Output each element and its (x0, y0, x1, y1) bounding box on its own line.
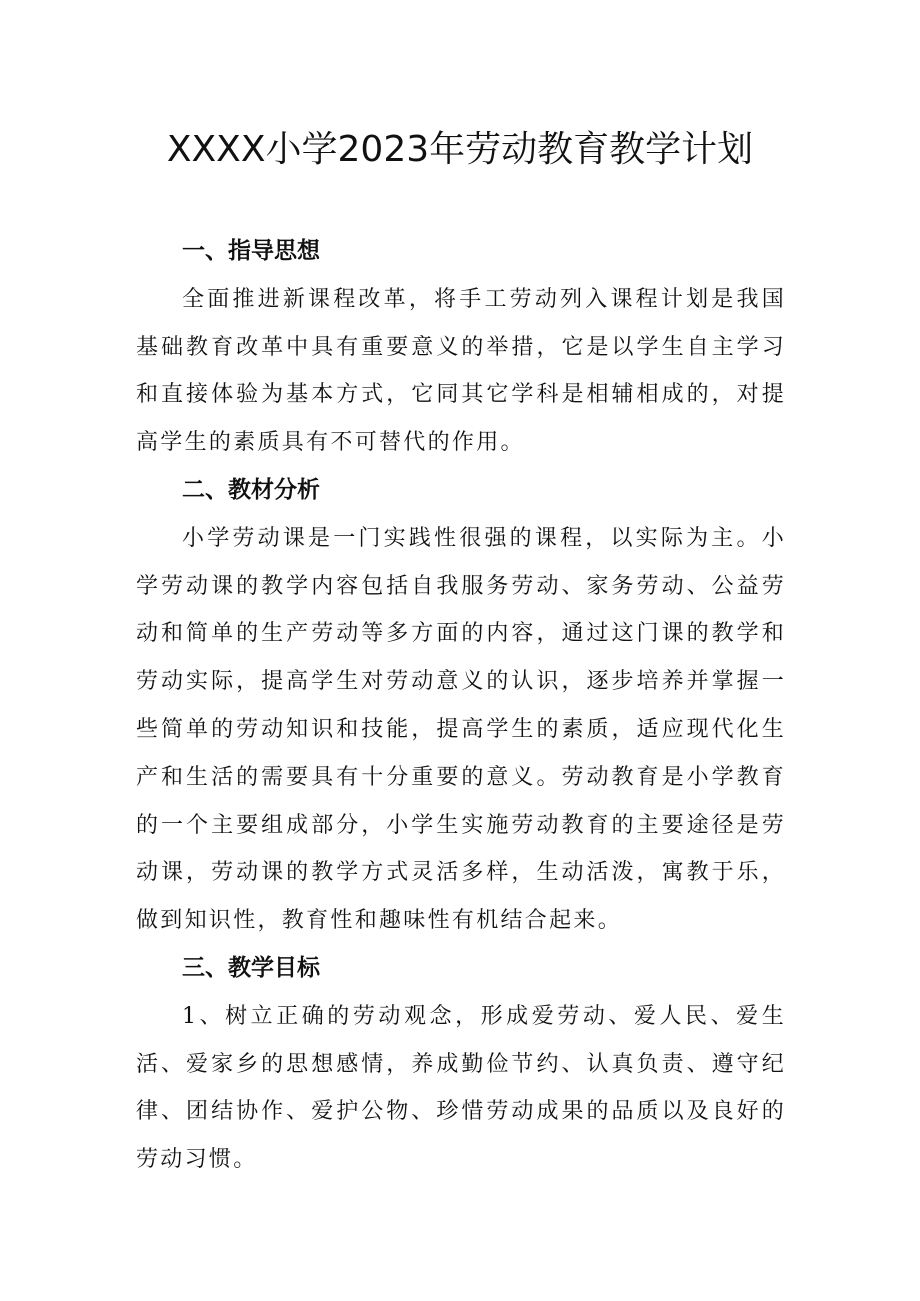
section-heading: 一、指导思想 (182, 238, 320, 264)
section-heading: 二、教材分析 (182, 476, 320, 503)
section-paragraph: 小学劳动课是一门实践性很强的课程，以实际为主。小学劳动课的教学内容包括自我服务劳动、家务劳动、公益劳动和简单的生产劳动等多方面的内容，通过这门课的教学和劳动实际，提高学生对劳动意义的认识，逐步培养并掌握一些简单的劳动知识和技能，提高学生的素质，适应现代化生产和生活的需要具有十分重要的意义。劳动教育是小学教育的一个主要组成部分，小学生实施劳动教育的主要途径是劳动课，劳动课的教学方式灵活多样，生动活泼，寓教于乐，做到知识性，教育性和趣味性有机结合起来。 (136, 525, 786, 934)
section-teaching-goals (136, 945, 786, 1184)
section-paragraph: 1、树立正确的劳动观念，形成爱劳动、爱人民、爱生活、爱家乡的思想感情，养成勤俭节约、认真负责、遵守纪律、团结协作、爱护公物、珍惜劳动成果的品质以及良好的劳动习惯。 (136, 1003, 786, 1173)
document-body (136, 228, 786, 1184)
section-guiding-ideology (136, 228, 786, 467)
document-title: XXXX小学2023年劳动教育教学计划 (166, 129, 754, 170)
section-heading: 三、教学目标 (182, 954, 320, 981)
section-material-analysis (136, 467, 786, 945)
section-paragraph: 全面推进新课程改革，将手工劳动列入课程计划是我国基础教育改革中具有重要意义的举措，它是以学生自主学习和直接体验为基本方式，它同其它学科是相辅相成的，对提高学生的素质具有不可替代的作用。 (136, 286, 786, 456)
